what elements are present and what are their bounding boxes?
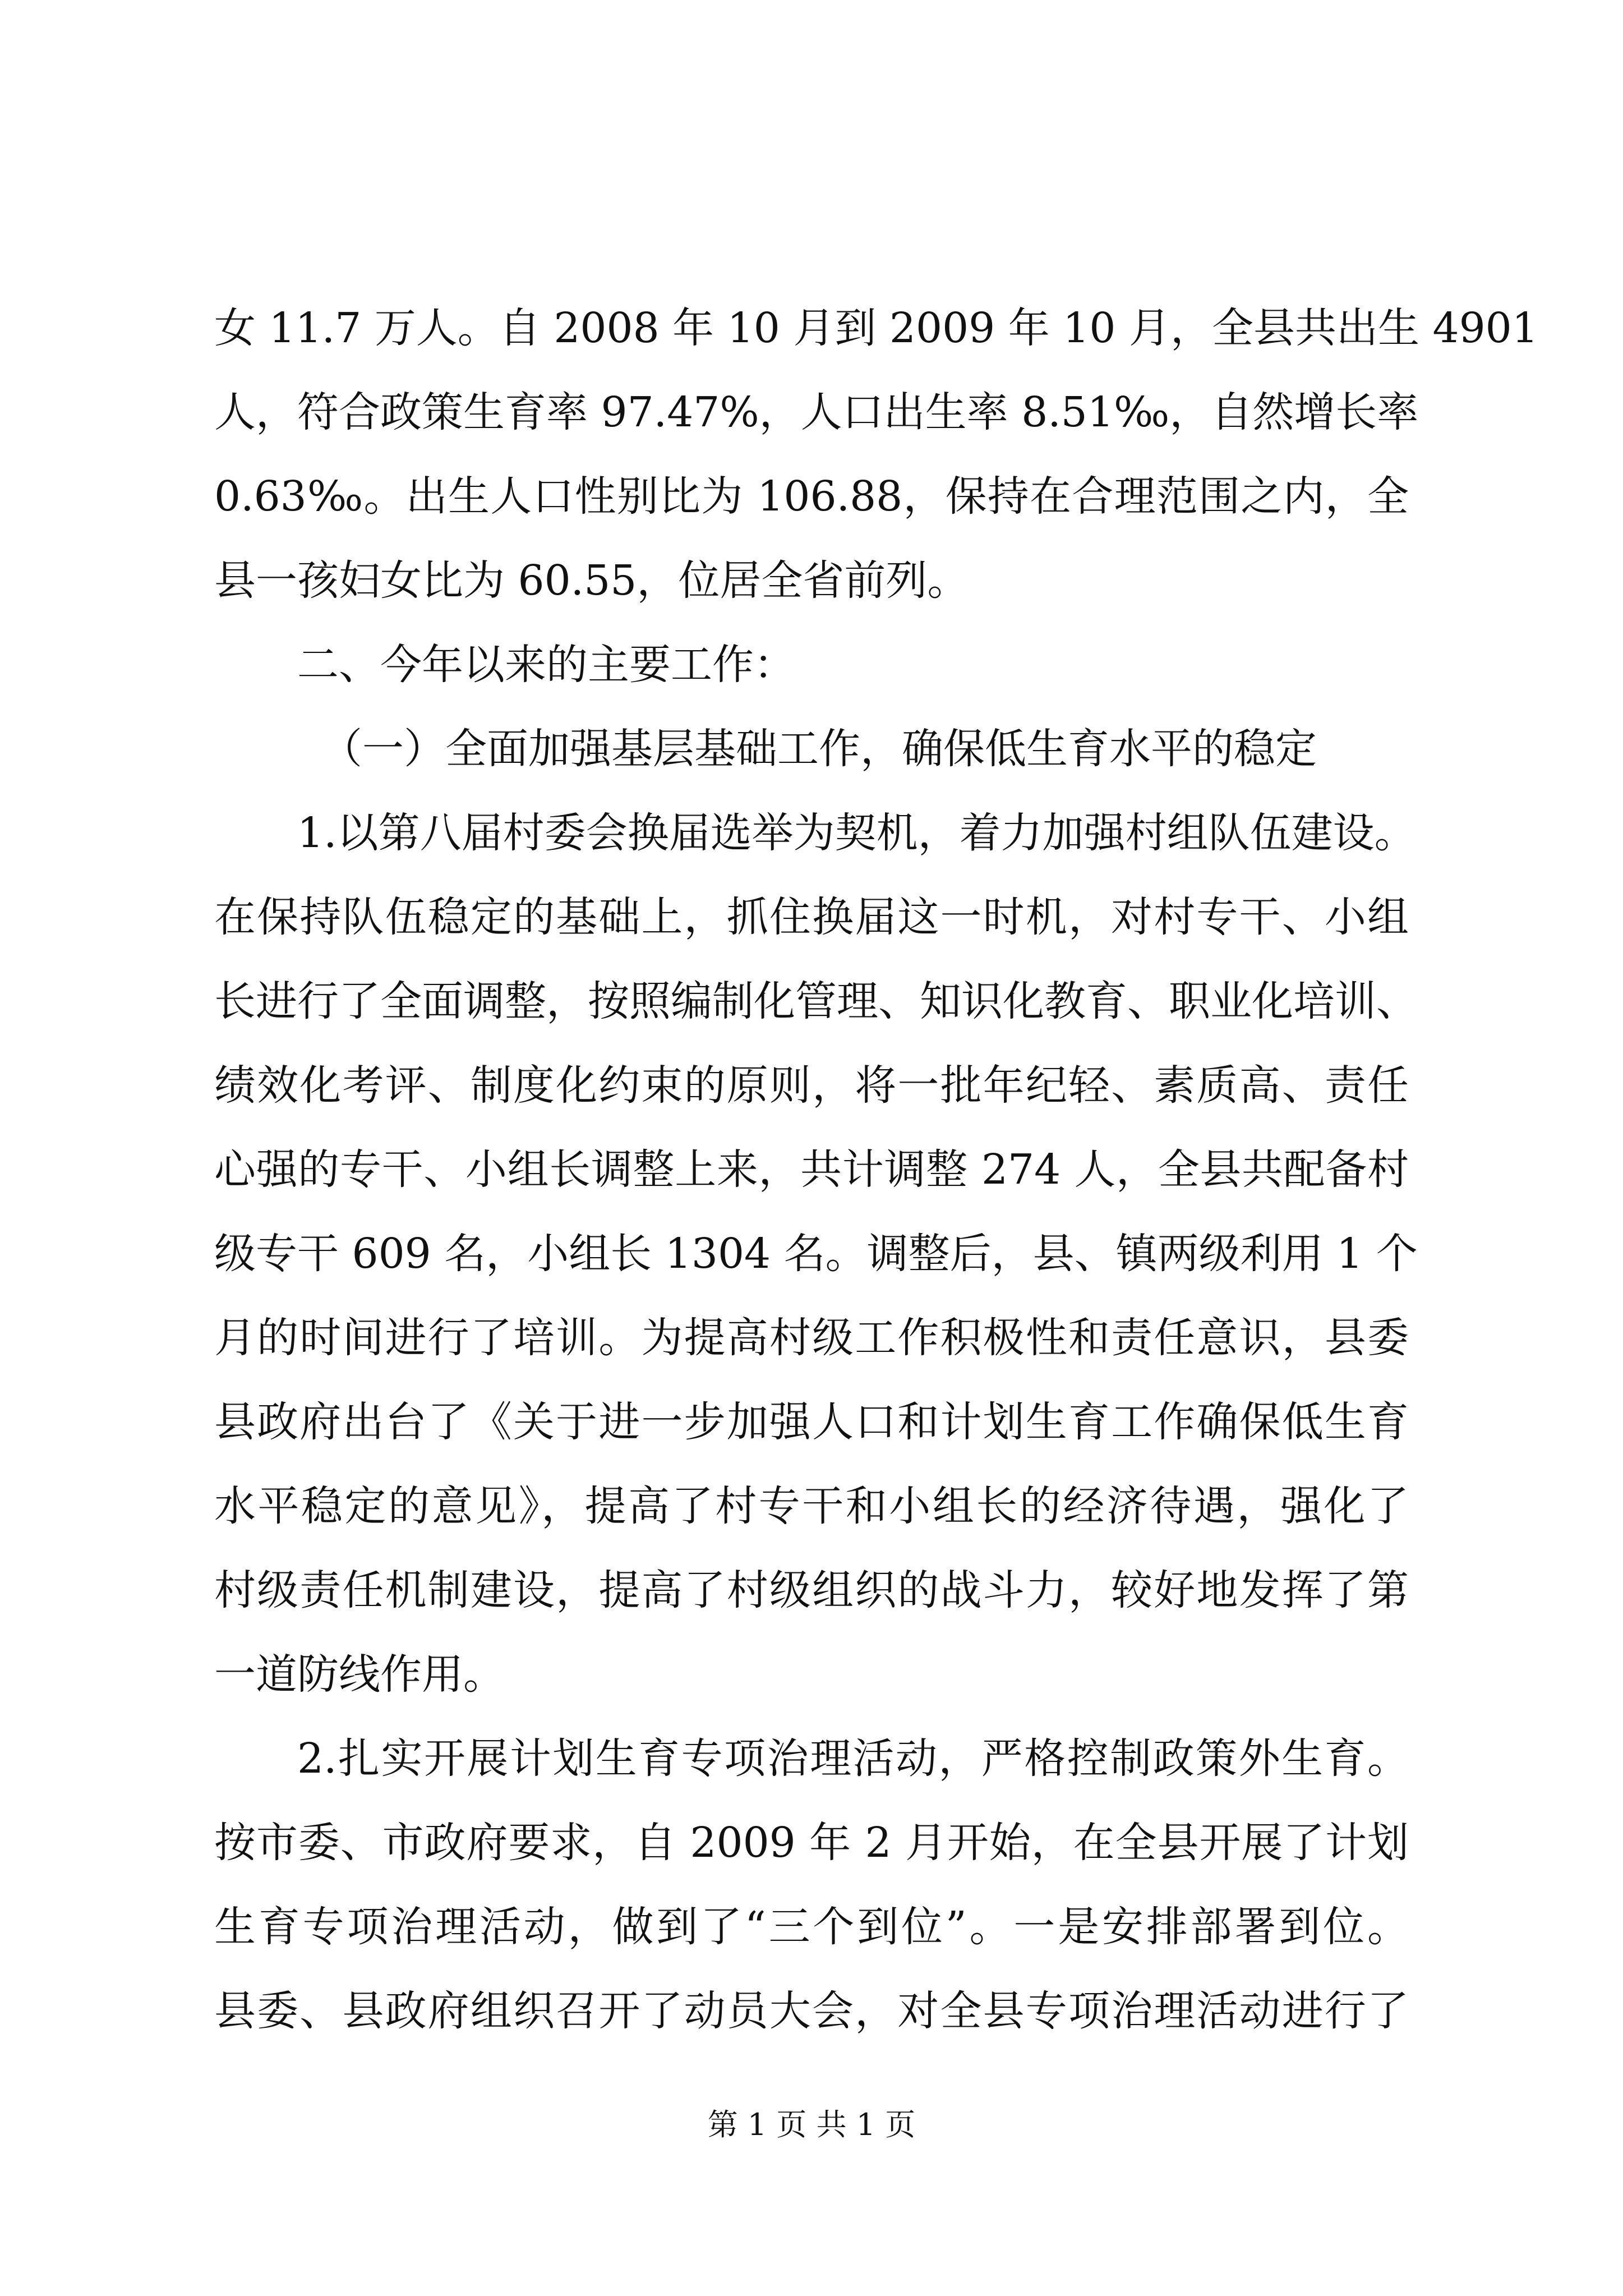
text-line: 心强的专干、小组长调整上来，共计调整 274 人，全县共配备村	[214, 1145, 1409, 1194]
text-line: 按市委、市政府要求，自 2009 年 2 月开始，在全县开展了计划	[214, 1819, 1409, 1867]
section-heading: 二、今年以来的主要工作：	[297, 641, 795, 689]
document-body	[214, 286, 1538, 2053]
text-line: 绩效化考评、制度化约束的原则，将一批年纪轻、素质高、责任	[214, 1061, 1409, 1110]
text-line: 县政府出台了《关于进一步加强人口和计划生育工作确保低生育	[214, 1398, 1409, 1446]
page-number-footer: 第 1 页 共 1 页	[707, 2107, 916, 2142]
text-line: 村级责任机制建设，提高了村级组织的战斗力，较好地发挥了第	[214, 1566, 1409, 1614]
text-line: 0.63‰。出生人口性别比为 106.88，保持在合理范围之内，全	[214, 472, 1409, 521]
text-line: 长进行了全面调整，按照编制化管理、知识化教育、职业化培训、	[214, 977, 1418, 1025]
text-line: 女 11.7 万人。自 2008 年 10 月到 2009 年 10 月，全县共出生 4901	[214, 304, 1538, 352]
text-line: 县委、县政府组织召开了动员大会，对全县专项治理活动进行了	[214, 1987, 1409, 2035]
text-line: 级专干 609 名，小组长 1304 名。调整后，县、镇两级利用 1 个	[214, 1230, 1418, 1278]
text-line: 水平稳定的意见》，提高了村专干和小组长的经济待遇，强化了	[214, 1482, 1409, 1530]
text-line: 2.扎实开展计划生育专项治理活动，严格控制政策外生育。	[297, 1734, 1409, 1783]
text-line: 1.以第八届村委会换届选举为契机，着力加强村组队伍建设。	[297, 809, 1416, 857]
text-line: 在保持队伍稳定的基础上，抓住换届这一时机，对村专干、小组	[214, 893, 1409, 941]
text-line: 月的时间进行了培训。为提高村级工作积极性和责任意识，县委	[214, 1314, 1409, 1362]
text-line: 县一孩妇女比为 60.55，位居全省前列。	[214, 556, 969, 605]
text-line: 人，符合政策生育率 97.47%，人口出生率 8.51‰，自然增长率	[214, 388, 1419, 436]
text-line: 一道防线作用。	[214, 1650, 505, 1699]
text-line: 生育专项治理活动，做到了“三个到位”。一是安排部署到位。	[214, 1903, 1409, 1951]
subsection-heading: （一）全面加强基层基础工作，确保低生育水平的稳定	[321, 725, 1317, 773]
